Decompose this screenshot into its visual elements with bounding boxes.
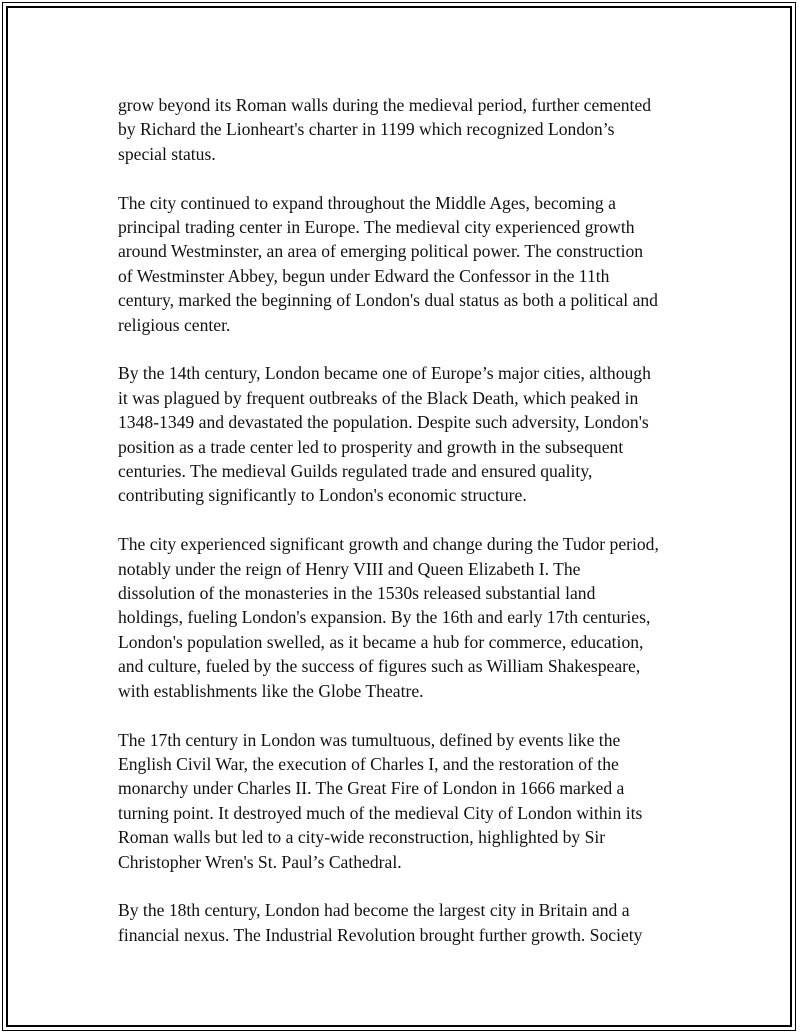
text-line: holdings, fueling London's expansion. By the 16th and early 17th centuries, [118,607,651,628]
text-line: grow beyond its Roman walls during the medieval period, further cemented [118,95,652,115]
text-line: By the 14th century, London became one of Europe’s major cities, although [118,363,651,384]
text-line: around Westminster, an area of emerging political power. The construction [118,241,644,262]
text-line: Christopher Wren's St. Paul’s Cathedral. [118,851,402,872]
text-line: century, marked the beginning of London's dual status as both a political and [118,290,658,311]
text-line: The 17th century in London was tumultuous, defined by events like the [118,729,621,750]
text-line: turning point. It destroyed much of the medieval City of London within its [118,802,643,823]
text-line: religious center. [118,314,231,335]
text-line: and culture, fueled by the success of figures such as William Shakespeare, [118,656,641,677]
document-body [118,93,690,972]
text-line: monarchy under Charles II. The Great Fire of London in 1666 marked a [118,778,625,799]
paragraph-4 [118,532,690,703]
text-line: it was plagued by frequent outbreaks of the Black Death, which peaked in [118,387,639,408]
text-line: The city experienced significant growth and change during the Tudor period, [118,534,659,555]
text-line: By the 18th century, London had become the largest city in Britain and a [118,900,630,921]
text-line: contributing significantly to London's economic structure. [118,485,527,506]
text-line: by Richard the Lionheart's charter in 1199 which recognized London’s [118,119,615,140]
text-line: dissolution of the monasteries in the 1530s released substantial land [118,583,596,604]
paragraph-2 [118,191,690,337]
text-line: London's population swelled, as it became a hub for commerce, education, [118,631,644,652]
text-line: position as a trade center led to prosperity and growth in the subsequent [118,436,624,457]
text-line: 1348-1349 and devastated the population. Despite such adversity, London's [118,412,649,433]
paragraph-1 [118,93,690,166]
text-line: The city continued to expand throughout the Middle Ages, becoming a [118,192,616,213]
text-line: English Civil War, the execution of Charles I, and the restoration of the [118,753,619,774]
text-line: centuries. The medieval Guilds regulated trade and ensured quality, [118,461,593,482]
text-line: notably under the reign of Henry VIII and Queen Elizabeth I. The [118,558,581,579]
text-line: with establishments like the Globe Theatre. [118,680,424,701]
paragraph-6 [118,898,690,947]
paragraph-3 [118,361,690,507]
text-line: of Westminster Abbey, begun under Edward the Confessor in the 11th [118,265,610,286]
text-line: principal trading center in Europe. The medieval city experienced growth [118,217,635,238]
text-line: special status. [118,143,216,164]
text-line: financial nexus. The Industrial Revolution brought further growth. Society [118,924,643,945]
text-line: Roman walls but led to a city-wide reconstruction, highlighted by Sir [118,827,606,848]
paragraph-5 [118,728,690,874]
